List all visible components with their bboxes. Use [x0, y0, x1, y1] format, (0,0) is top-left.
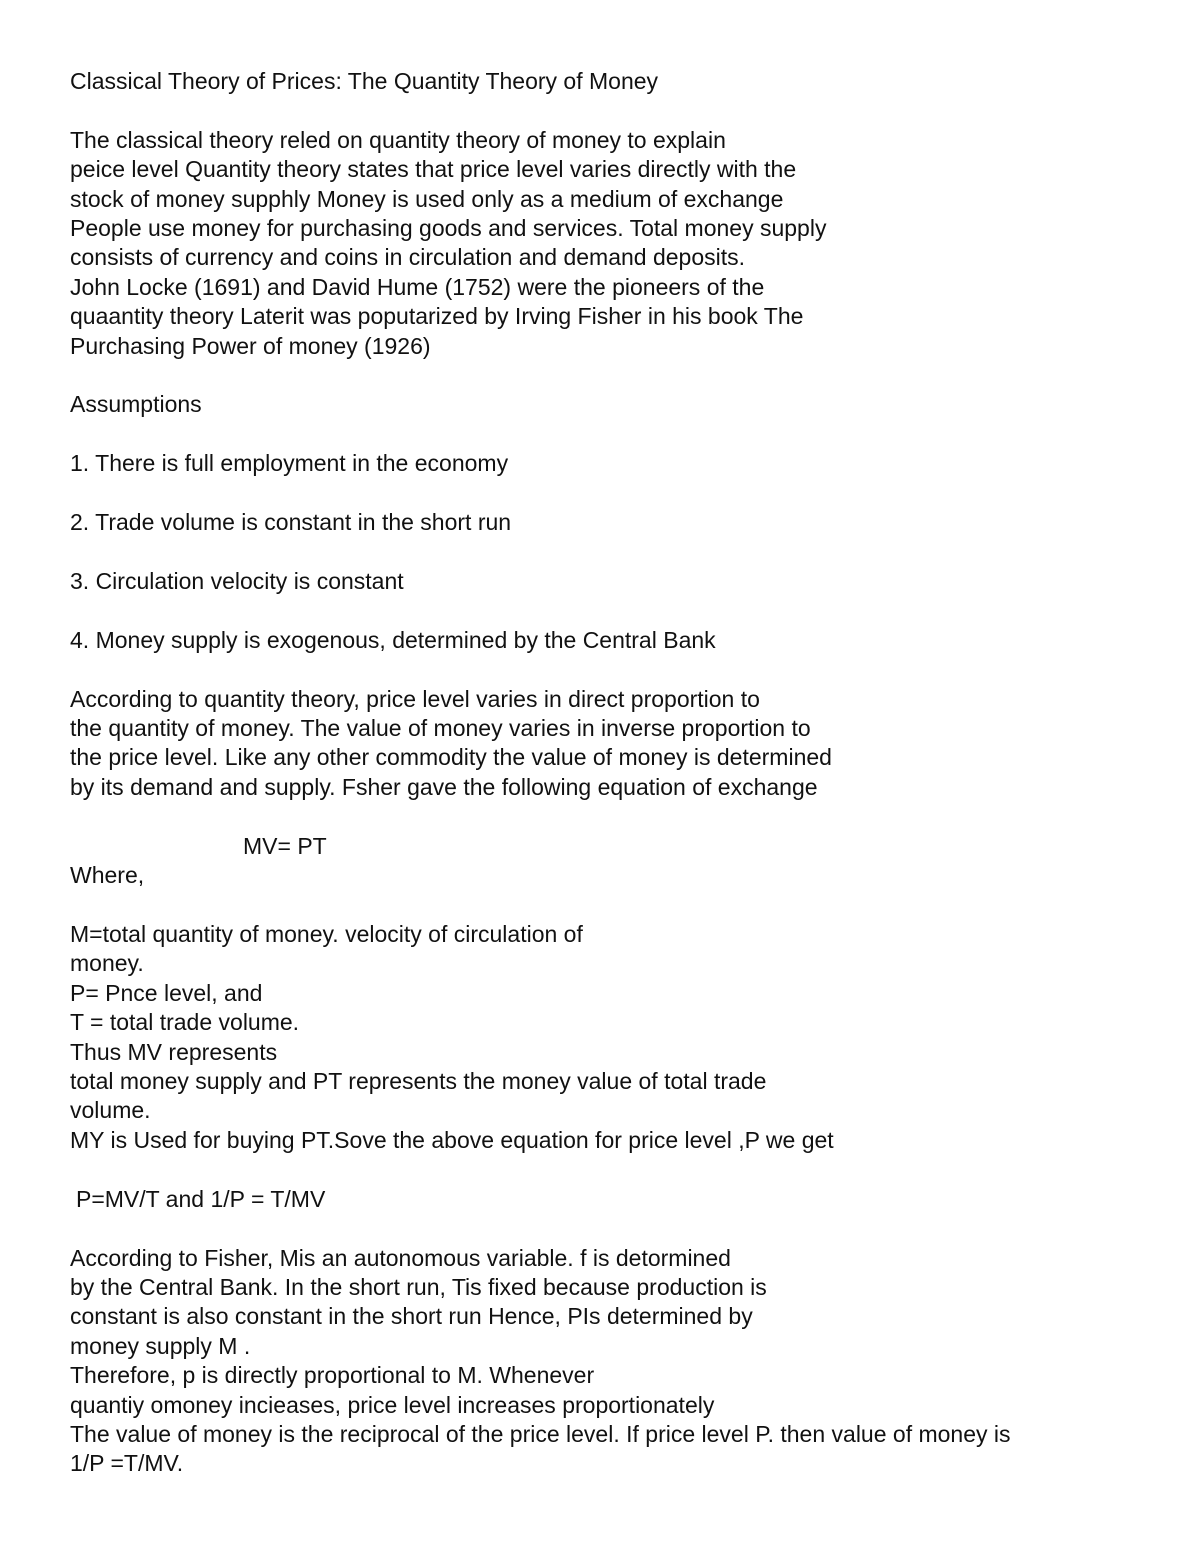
intro-line: People use money for purchasing goods and services. Total money supply	[70, 215, 827, 241]
intro-line: stock of money supphly Money is used only as a medium of exchange	[70, 186, 784, 212]
intro-line: quaantity theory Laterit was poputarized by Irving Fisher in his book The	[70, 303, 804, 329]
definition-line: P= Pnce level, and	[70, 980, 263, 1006]
conclusion-line: money supply M .	[70, 1333, 251, 1359]
definition-line: total money supply and PT represents the money value of total trade	[70, 1068, 767, 1094]
assumptions-heading: Assumptions	[70, 391, 202, 417]
conclusion-line: The value of money is the reciprocal of the price level. If price level P. then value of money is	[70, 1421, 1011, 1447]
theory-line: by its demand and supply. Fsher gave the following equation of exchange	[70, 774, 818, 800]
definition-line: T = total trade volume.	[70, 1009, 300, 1035]
theory-line: the quantity of money. The value of money varies in inverse proportion to	[70, 715, 811, 741]
assumption-item: 4. Money supply is exogenous, determined by the Central Bank	[70, 627, 716, 653]
definition-line: MY is Used for buying PT.Sove the above equation for price level ,P we get	[70, 1127, 834, 1153]
conclusion-line: quantiy omoney incieases, price level increases proportionately	[70, 1392, 715, 1418]
theory-line: the price level. Like any other commodity the value of money is determined	[70, 744, 832, 770]
conclusion-line: constant is also constant in the short run Hence, PIs determined by	[70, 1303, 753, 1329]
conclusion-line: According to Fisher, Mis an autonomous variable. f is detormined	[70, 1245, 731, 1271]
definition-line: Thus MV represents	[70, 1039, 278, 1065]
where-label: Where,	[70, 862, 145, 888]
intro-line: The classical theory reled on quantity theory of money to explain	[70, 127, 726, 153]
assumption-item: 2. Trade volume is constant in the short run	[70, 509, 512, 535]
intro-line: Purchasing Power of money (1926)	[70, 333, 431, 359]
conclusion-line: by the Central Bank. In the short run, Tis fixed because production is	[70, 1274, 767, 1300]
definition-line: money.	[70, 950, 144, 976]
definition-line: M=total quantity of money. velocity of circulation of	[70, 921, 583, 947]
solution-equation: P=MV/T and 1/P = T/MV	[76, 1186, 326, 1212]
conclusion-line: 1/P =T/MV.	[70, 1450, 184, 1476]
intro-line: peice level Quantity theory states that price level varies directly with the	[70, 156, 797, 182]
conclusion-line: Therefore, p is directly proportional to M. Whenever	[70, 1362, 595, 1388]
theory-line: According to quantity theory, price level varies in direct proportion to	[70, 686, 760, 712]
assumption-item: 3. Circulation velocity is constant	[70, 568, 404, 594]
intro-line: John Locke (1691) and David Hume (1752) were the pioneers of the	[70, 274, 765, 300]
exchange-equation: MV= PT	[243, 833, 327, 859]
page-title: Classical Theory of Prices: The Quantity Theory of Money	[70, 68, 659, 94]
intro-line: consists of currency and coins in circulation and demand deposits.	[70, 244, 746, 270]
definition-line: volume.	[70, 1097, 151, 1123]
assumption-item: 1. There is full employment in the economy	[70, 450, 509, 476]
